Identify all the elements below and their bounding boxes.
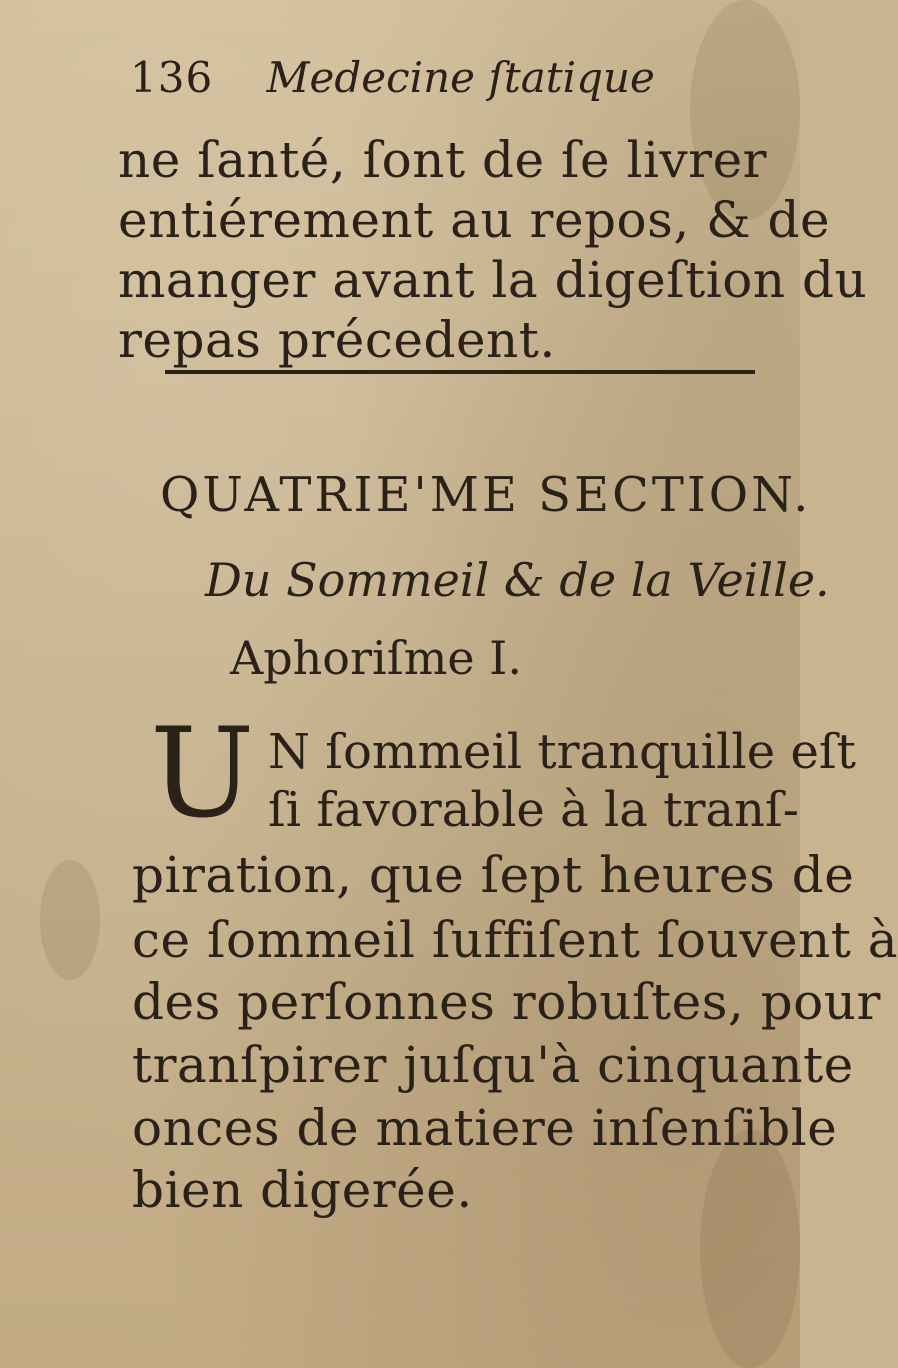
section-subtitle: Du Sommeil & de la Veille. xyxy=(205,553,830,607)
aphorism-line: ce ſommeil ſuffiſent ſouvent à xyxy=(132,911,898,969)
aphorism-lead-line: ſi favorable à la tranſ- xyxy=(268,782,799,838)
text-line: manger avant la digeſtion du xyxy=(118,251,868,309)
aphorism-line: bien digerée. xyxy=(132,1161,473,1219)
section-title: QUATRIE'ME SECTION. xyxy=(160,467,812,523)
page-header xyxy=(130,48,730,108)
text-line: entiérement au repos, & de xyxy=(118,191,831,249)
running-head: Medecine ſtatique xyxy=(266,53,655,102)
section-divider xyxy=(165,370,755,374)
aphorism-line: des perſonnes robuſtes, pour xyxy=(132,973,881,1031)
paper-stain xyxy=(40,860,100,980)
text-line: ne ſanté, ſont de ſe livrer xyxy=(118,131,768,189)
aphorism-line: piration, que ſept heures de xyxy=(132,846,855,904)
paper-stain xyxy=(700,1130,800,1368)
drop-cap: U xyxy=(150,702,255,846)
text-line: repas précedent. xyxy=(118,311,556,369)
page-number: 136 xyxy=(130,53,214,102)
aphorism-title: Aphoriſme I. xyxy=(230,631,522,685)
aphorism-lead-line: N ſommeil tranquille eſt xyxy=(268,724,856,780)
aphorism-line: onces de matiere inſenſible xyxy=(132,1099,838,1157)
aphorism-line: tranſpirer juſqu'à cinquante xyxy=(132,1036,854,1094)
